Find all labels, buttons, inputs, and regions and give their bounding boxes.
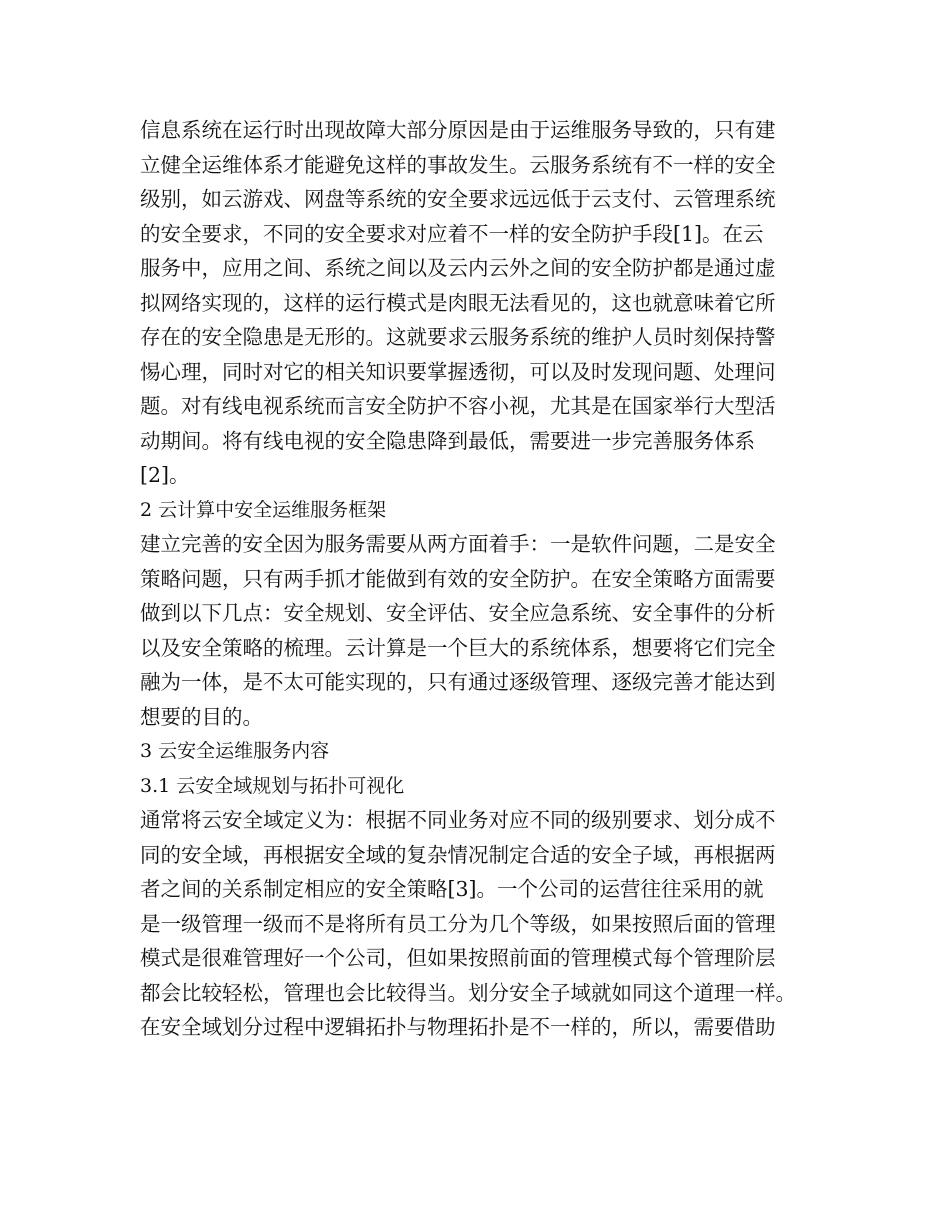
document-page [140,113,820,1045]
text-line: 建立完善的安全因为服务需要从两方面着手：一是软件问题，二是安全 [140,532,776,556]
text-line: 同的安全域，再根据安全域的复杂情况制定合适的安全子域，再根据两 [140,842,776,867]
section-heading-3-1: 3.1 云安全域规划与拓扑可视化 [140,774,405,797]
text-line: 融为一体，是不太可能实现的，只有通过逐级管理、逐级完善才能达到 [140,670,776,694]
text-line: 在安全域划分过程中逻辑拓扑与物理拓扑是不一样的，所以，需要借助 [140,1015,776,1039]
text-line: 动期间。将有线电视的安全隐患降到最低，需要进一步完善服务体系 [140,428,755,453]
text-line: 都会比较轻松，管理也会比较得当。划分安全子域就如同这个道理一样。 [140,980,796,1005]
text-line: 想要的目的。 [140,704,263,729]
text-line: 题。对有线电视系统而言安全防护不容小视，尤其是在国家举行大型活 [140,394,776,418]
text-line: 策略问题，只有两手抓才能做到有效的安全防护。在安全策略方面需要 [140,566,776,591]
text-line: 存在的安全隐患是无形的。这就要求云服务系统的维护人员时刻保持警 [140,325,776,349]
text-line: 拟网络实现的，这样的运行模式是肉眼无法看见的，这也就意味着它所 [140,290,776,315]
text-line: 者之间的关系制定相应的安全策略[3]。一个公司的运营往往采用的就 [140,877,764,901]
text-line: 的安全要求，不同的安全要求对应着不一样的安全防护手段[1]。在云 [140,221,764,246]
text-line: 通常将云安全域定义为：根据不同业务对应不同的级别要求、划分成不 [140,808,776,832]
paragraph-2 [140,527,820,734]
text-line: [2]。 [140,463,190,487]
text-line: 惕心理，同时对它的相关知识要掌握透彻，可以及时发现问题、处理问 [140,359,776,384]
text-line: 级别，如云游戏、网盘等系统的安全要求远远低于云支付、云管理系统 [140,187,776,211]
text-line: 以及安全策略的梳理。云计算是一个巨大的系统体系，想要将它们完全 [140,635,776,660]
paragraph-1 [140,113,820,493]
text-line: 模式是很难管理好一个公司，但如果按照前面的管理模式每个管理阶层 [140,946,776,970]
text-line: 做到以下几点：安全规划、安全评估、安全应急系统、安全事件的分析 [140,601,776,625]
text-line: 立健全运维体系才能避免这样的事故发生。云服务系统有不一样的安全 [140,152,776,177]
text-line: 信息系统在运行时出现故障大部分原因是由于运维服务导致的，只有建 [140,118,776,142]
section-heading-2: 2 云计算中安全运维服务框架 [140,498,387,521]
section-heading-3: 3 云安全运维服务内容 [140,740,330,762]
text-line: 服务中，应用之间、系统之间以及云内云外之间的安全防护都是通过虚 [140,256,776,280]
text-line: 是一级管理一级而不是将所有员工分为几个等级，如果按照后面的管理 [140,911,776,936]
paragraph-3 [140,803,820,1045]
